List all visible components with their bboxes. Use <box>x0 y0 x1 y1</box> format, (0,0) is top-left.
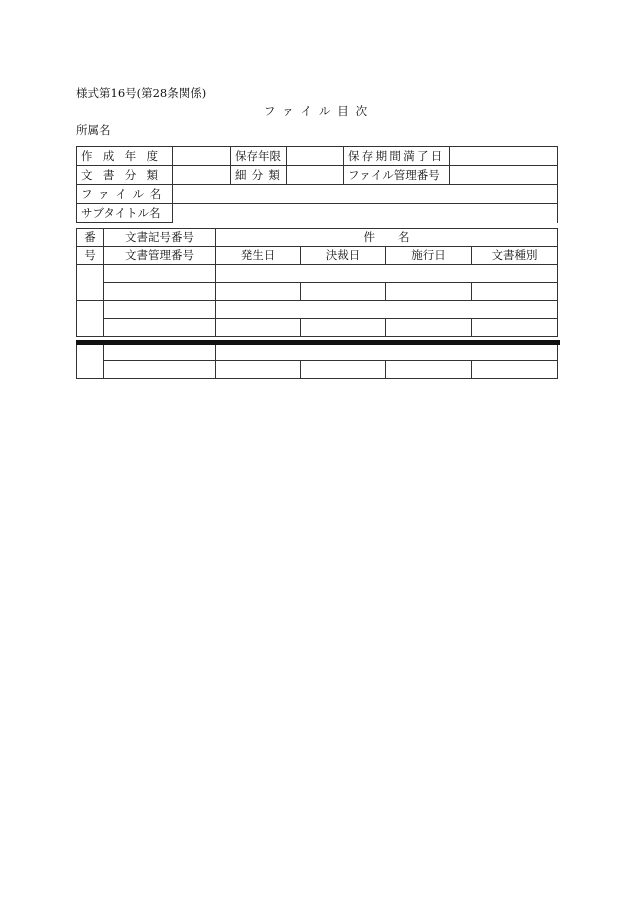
enforcement-date-label: 施行日 <box>386 247 472 265</box>
doc-symbol-label: 文書記号番号 <box>104 229 216 247</box>
creation-year-field[interactable] <box>173 147 231 166</box>
doc-symbol-cell[interactable] <box>104 343 216 361</box>
subject-label: 件 名 <box>216 229 558 247</box>
form-number: 様式第16号(第28条関係) <box>76 86 207 100</box>
doc-classification-label: 文書分類 <box>77 166 173 185</box>
page-break-separator <box>76 340 560 345</box>
doc-mgmt-cell[interactable] <box>104 283 216 301</box>
document-title: ファイル目次 <box>263 104 375 118</box>
approval-date-cell[interactable] <box>301 283 386 301</box>
doc-classification-field[interactable] <box>173 166 231 185</box>
doc-mgmt-cell[interactable] <box>104 319 216 337</box>
sub-classification-field[interactable] <box>287 166 344 185</box>
number-cell[interactable] <box>77 301 104 337</box>
subtitle-label: サブタイトル名 <box>77 204 173 223</box>
doc-mgmt-cell[interactable] <box>104 361 216 379</box>
enforcement-date-cell[interactable] <box>386 283 472 301</box>
number-label-bottom: 号 <box>77 247 104 265</box>
retention-expiry-label: 保存期間満了日 <box>344 147 450 166</box>
subject-cell[interactable] <box>216 343 558 361</box>
issue-date-label: 発生日 <box>216 247 301 265</box>
doc-symbol-cell[interactable] <box>104 301 216 319</box>
approval-date-cell[interactable] <box>301 361 386 379</box>
file-header-table <box>76 146 558 223</box>
number-cell[interactable] <box>77 265 104 301</box>
doc-type-cell[interactable] <box>472 283 558 301</box>
table-row <box>77 283 558 301</box>
file-list-table <box>76 228 558 379</box>
doc-type-cell[interactable] <box>472 361 558 379</box>
doc-type-label: 文書種別 <box>472 247 558 265</box>
doc-type-cell[interactable] <box>472 319 558 337</box>
file-name-field[interactable] <box>173 185 558 204</box>
issue-date-cell[interactable] <box>216 283 301 301</box>
enforcement-date-cell[interactable] <box>386 319 472 337</box>
issue-date-cell[interactable] <box>216 319 301 337</box>
subtitle-field[interactable] <box>173 204 558 223</box>
table-row <box>77 361 558 379</box>
retention-expiry-field[interactable] <box>450 147 558 166</box>
table-row <box>77 343 558 361</box>
doc-mgmt-label: 文書管理番号 <box>104 247 216 265</box>
table-row <box>77 265 558 283</box>
department-label: 所属名 <box>76 123 111 137</box>
number-cell[interactable] <box>77 343 104 379</box>
table-row <box>77 301 558 319</box>
subject-cell[interactable] <box>216 265 558 283</box>
approval-date-cell[interactable] <box>301 319 386 337</box>
doc-symbol-cell[interactable] <box>104 265 216 283</box>
issue-date-cell[interactable] <box>216 361 301 379</box>
table-row <box>77 319 558 337</box>
subject-cell[interactable] <box>216 301 558 319</box>
file-mgmt-number-label: ファイル管理番号 <box>344 166 450 185</box>
creation-year-label: 作成年度 <box>77 147 173 166</box>
file-name-label: ファイル名 <box>77 185 173 204</box>
enforcement-date-cell[interactable] <box>386 361 472 379</box>
sub-classification-label: 細分類 <box>231 166 287 185</box>
file-mgmt-number-field[interactable] <box>450 166 558 185</box>
retention-period-label: 保存年限 <box>231 147 287 166</box>
number-label-top: 番 <box>77 229 104 247</box>
approval-date-label: 決裁日 <box>301 247 386 265</box>
retention-period-field[interactable] <box>287 147 344 166</box>
